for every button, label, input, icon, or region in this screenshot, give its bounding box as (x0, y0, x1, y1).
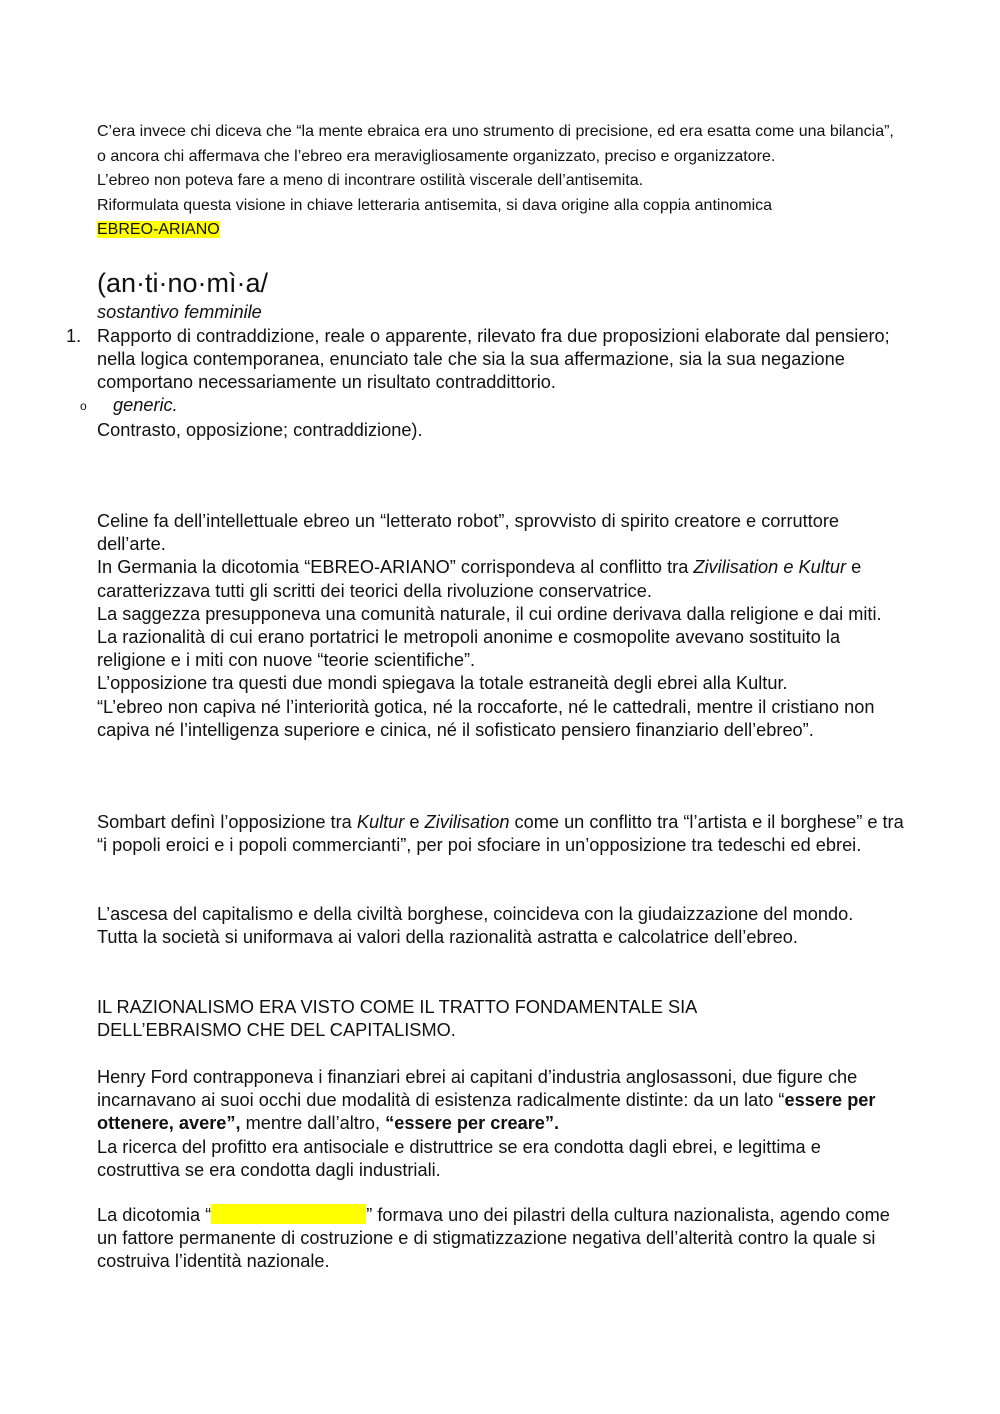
definition-generic-label: generic. (113, 395, 178, 415)
intro-paragraph-3: Riformulata questa visione in chiave letteraria antisemita, si dava origine alla coppia antinomica (97, 196, 773, 214)
definition-pos: sostantivo femminile (97, 302, 262, 322)
highlighted-term: EBREO-ARIANO (97, 221, 220, 238)
intro-section (97, 120, 907, 243)
paragraph-caps: IL RAZIONALISMO ERA VISTO COME IL TRATTO FONDAMENTALE SIA DELL’EBRAISMO CHE DEL CAPITALISMO. (97, 997, 697, 1041)
bullet-marker: o (80, 399, 87, 413)
paragraph-saggezza: La saggezza presupponeva una comunità naturale, il cui ordine derivava dalla religione e dai miti. (97, 603, 882, 624)
list-number: 1. (66, 326, 82, 346)
intro-paragraph-1: C’era invece chi diceva che “la mente ebraica era uno strumento di precisione, ed era esatta come una bilancia”, o ancora chi affermava che l’ebreo era meravigliosamente organizzato, preciso e organizzatore. (97, 123, 894, 165)
body-section (97, 510, 907, 742)
highlight-blank (211, 1204, 366, 1224)
paragraph-dicotomia: La dicotomia “ ” formava uno dei pilastri della cultura nazionalista, agendo come un fattore permanente di costruzione e di stigmatizzazione negativa dell’alterità contro la quale si costruiva l’identità nazionale. (97, 1205, 890, 1272)
paragraph-quote: “L’ebreo non capiva né l’interiorità gotica, né la roccaforte, né le cattedrali, mentre il cristiano non capiva né l’intelligenza superiore e cinica, né il sofisticato pensiero finanziario dell’ebreo”. (97, 696, 875, 740)
definition-generic-text: Contrasto, opposizione; contraddizione). (97, 420, 423, 440)
paragraph-razionalita: La razionalità di cui erano portatrici le metropoli anonime e cosmopolite avevano sostituito la religione e i miti con nuove “teorie scientifiche”. (97, 627, 841, 671)
paragraph-profitto: La ricerca del profitto era antisociale e distruttrice se era condotta dagli ebrei, e legittima e costruttiva se era condotta dagli industriali. (97, 1136, 821, 1180)
paragraph-germania: In Germania la dicotomia “EBREO-ARIANO” corrispondeva al conflitto tra Zivilisation e Kultur e caratterizzava tutti gli scritti dei teorici della rivoluzione conservatrice. (97, 557, 862, 601)
paragraph-tutta: Tutta la società si uniformava ai valori della razionalità astratta e calcolatrice dell’ebreo. (97, 927, 798, 948)
paragraph-sombart: Sombart definì l’opposizione tra Kultur e Zivilisation come un conflitto tra “l’artista e il borghese” e tra “i popoli eroici e i popoli commercianti”, per poi sfociare in un’opposizione tra tedeschi ed ebrei. (97, 812, 904, 856)
paragraph-celine: Celine fa dell’intellettuale ebreo un “letterato robot”, sprovvisto di spirito creatore e corruttore dell’arte. (97, 511, 840, 555)
intro-paragraph-2: L’ebreo non poteva fare a meno di incontrare ostilità viscerale dell’antisemita. (97, 172, 644, 189)
definition-text: Rapporto di contraddizione, reale o apparente, rilevato fra due proposizioni elaborate dal pensiero; nella logica contemporanea, enunciato tale che sia la sua affermazione, sia la sua negazione comportano necessariamente un risultato contraddittorio. (97, 326, 890, 393)
definition-headword: (an·ti·no·mì·a/ (97, 268, 269, 298)
paragraph-ford: Henry Ford contrapponeva i finanziari ebrei ai capitani d’industria anglosassoni, due figure che incarnavano ai suoi occhi due modalità di esistenza radicalmente distinte: da un lato “essere per ottenere, avere”, mentre dall’altro, “essere per creare”. La ricerca del profitto era antisociale e distruttrice se era condotta dagli ebrei, e legittima e costruttiva se era condotta dagli industriali. (97, 1066, 907, 1182)
paragraph-ascesa: L’ascesa del capitalismo e della civiltà borghese, coincideva con la giudaizzazione del mondo. Tutta la società si uniformava ai valori della razionalità astratta e calcolatrice dell’ebreo. (97, 903, 907, 949)
paragraph-opposizione: L’opposizione tra questi due mondi spiegava la totale estraneità degli ebrei alla Kultur. (97, 673, 788, 694)
